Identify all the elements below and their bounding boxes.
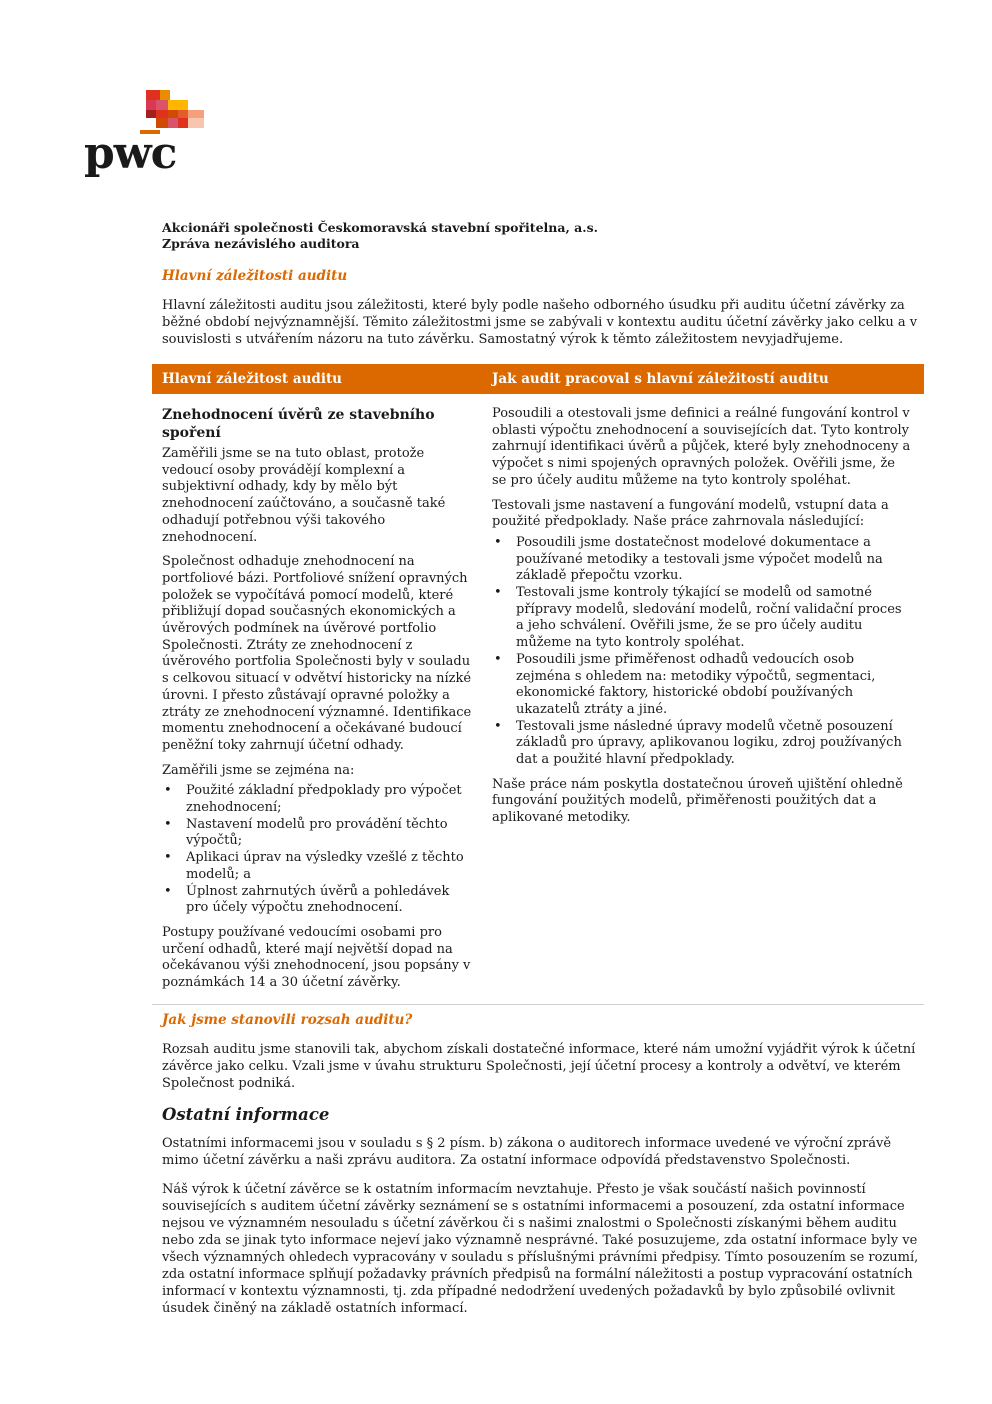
list-item: • Testovali jsme kontroly týkající se modelů od samotné přípravy modelů, sledování modelů, roční validační proces a jeho schválení. Ověřili jsme, že se pro účely auditu můžeme na tyto kontroly spoléhat.	[492, 585, 912, 652]
list-item: • Posoudili jsme přiměřenost odhadů vedoucích osob zejména s ohledem na: metodiky výpočtů, segmentaci, ekonomické faktory, historické období používaných ukazatelů ztráty a jiné.	[492, 652, 912, 719]
kam-section-title: Hlavní záležitosti auditu	[162, 268, 348, 284]
kam-matter-paragraph: Postupy používané vedoucími osobami pro určení odhadů, které mají největší dopad na očekávanou výši znehodnocení, jsou popsány v poznámkách 14 a 30 účetní závěrky.	[162, 924, 471, 991]
list-item: • Nastavení modelů pro provádění těchto výpočtů;	[162, 817, 472, 850]
kam-matter-paragraph: Společnost odhaduje znehodnocení na portfoliové bázi. Portfoliové snížení opravných položek se vypočítává pomocí modelů, které přibližují dopad současných ekonomických a úvěrových podmínek na úvěrové portfolio Společnosti. Ztráty ze znehodnocení z úvěrového portfolia Společnosti byly v souladu s celkovou situací v odvětví historicky na nízké úrovni. I přesto zůstávají opravné položky a ztráty ze znehodnocení významné. Identifikace momentu znehodnocení a očekávané budoucí peněžní toky zahrnují účetní odhady.	[162, 554, 472, 753]
kam-matter-paragraph: Zaměřili jsme se na tuto oblast, protože vedoucí osoby provádějí komplexní a subjektivní odhady, kdy by mělo být znehodnocení zaúčtováno, a současně také odhadují potřebnou výši takového znehodnocení.	[162, 446, 446, 545]
pwc-logo	[84, 86, 214, 186]
kam-table-header	[152, 364, 924, 394]
kam-response-procedures-list	[492, 535, 912, 769]
kam-response-paragraph: Posoudili a otestovali jsme definici a reálné fungování kontrol v oblasti výpočtu znehodnocení a souvisejících dat. Tyto kontroly zahrnují identifikaci úvěrů a půjček, které byly znehodnoceny a výpočet s nimi spojených opravných položek. Ověřili jsme, že se pro účely auditu můžeme na tyto kontroly spoléhat.	[492, 406, 911, 488]
kam-response-paragraph: Naše práce nám poskytla dostatečnou úroveň ujištění ohledně fungování použitých modelů, přiměřenosti použitých dat a aplikované metodiky.	[492, 776, 903, 826]
list-item: • Úplnost zahrnutých úvěrů a pohledávek pro účely výpočtu znehodnocení.	[162, 884, 472, 917]
other-info-paragraph: Náš výrok k účetní závěrce se k ostatním informacím nevztahuje. Přesto je však součástí našich povinností souvisejících s auditem účetní závěrky seznámení se s ostatními informacemi a posouzení, zda ostatní informace nejsou ve významném nesouladu s účetní závěrkou či s našimi znalostmi o Společnosti získanými během auditu nebo zda se jinak tyto informace nejeví jako významně nesprávné. Také posuzujeme, zda ostatní informace byly ve všech významných ohledech vypracovány v souladu s příslušnými právními předpisy. Tímto posouzením se rozumí, zda ostatní informace splňují požadavky právních předpisů na formální náležitosti a postup vypracování ostatních informací v kontextu významnosti, tj. zda případné nedodržení uvedených požadavků by bylo způsobilé ovlivnit úsudek činěný na základě ostatních informací.	[162, 1182, 919, 1316]
kam-table-col1-header: Hlavní záležitost auditu	[162, 371, 343, 387]
report-title: Zpráva nezávislého auditora	[162, 236, 360, 251]
kam-matter-title: Znehodnocení úvěrů ze stavebního spoření	[162, 407, 435, 441]
list-item: • Aplikaci úprav na výsledky vzešlé z těchto modelů; a	[162, 850, 472, 883]
kam-response-column	[472, 406, 912, 1000]
scope-paragraph: Rozsah auditu jsme stanovili tak, abychom získali dostatečné informace, které nám umožní vyjádřit výrok k účetní závěrce jako celku. Vzali jsme v úvahu strukturu Společnosti, její účetní procesy a kontroly a odvětví, ve kterém Společnost podniká.	[162, 1042, 916, 1091]
list-item: • Posoudili jsme dostatečnost modelové dokumentace a používané metodiky a testovali jsme výpočet modelů na základě přepočtu vzorku.	[492, 535, 912, 585]
kam-intro-paragraph: Hlavní záležitosti auditu jsou záležitosti, které byly podle našeho odborného úsudku při auditu účetní závěrky za běžné období nejvýznamnější. Těmito záležitostmi jsme se zabývali v kontextu auditu účetní závěrky jako celku a v souvislosti s utvářením názoru na tuto závěrku. Samostatný výrok k těmto záležitostem nevyjadřujeme.	[162, 298, 918, 347]
report-header	[162, 220, 924, 356]
other-info-title: Ostatní informace	[162, 1105, 330, 1124]
kam-table-body	[152, 394, 924, 1005]
kam-matter-paragraph: Zaměřili jsme se zejména na:	[162, 762, 355, 778]
kam-table-col2-header: Jak audit pracoval s hlavní záležitostí auditu	[492, 371, 829, 387]
addressee-line: Akcionáři společnosti Českomoravská stavební spořitelna, a.s.	[162, 220, 599, 235]
kam-table	[152, 364, 924, 1005]
pwc-wordmark: pwc	[84, 128, 177, 179]
list-item: • Použité základní předpoklady pro výpočet znehodnocení;	[162, 783, 472, 816]
scope-section-title: Jak jsme stanovili rozsah auditu?	[162, 1012, 413, 1028]
kam-matter-column	[152, 406, 472, 1000]
kam-response-paragraph: Testovali jsme nastavení a fungování modelů, vstupní data a použité předpoklady. Naše práce zahrnovala následující:	[492, 497, 889, 530]
lower-sections	[162, 1012, 922, 1325]
other-info-paragraph: Ostatními informacemi jsou v souladu s § 2 písm. b) zákona o auditorech informace uvedené ve výroční zprávě mimo účetní závěrku a naši zprávu auditora. Za ostatní informace odpovídá představenstvo Společnosti.	[162, 1136, 892, 1168]
kam-matter-focus-list	[162, 783, 472, 917]
list-item: • Testovali jsme následné úpravy modelů včetně posouzení základů pro úpravy, aplikovanou logiku, zdroj používaných dat a použité hlavní předpoklady.	[492, 719, 912, 769]
